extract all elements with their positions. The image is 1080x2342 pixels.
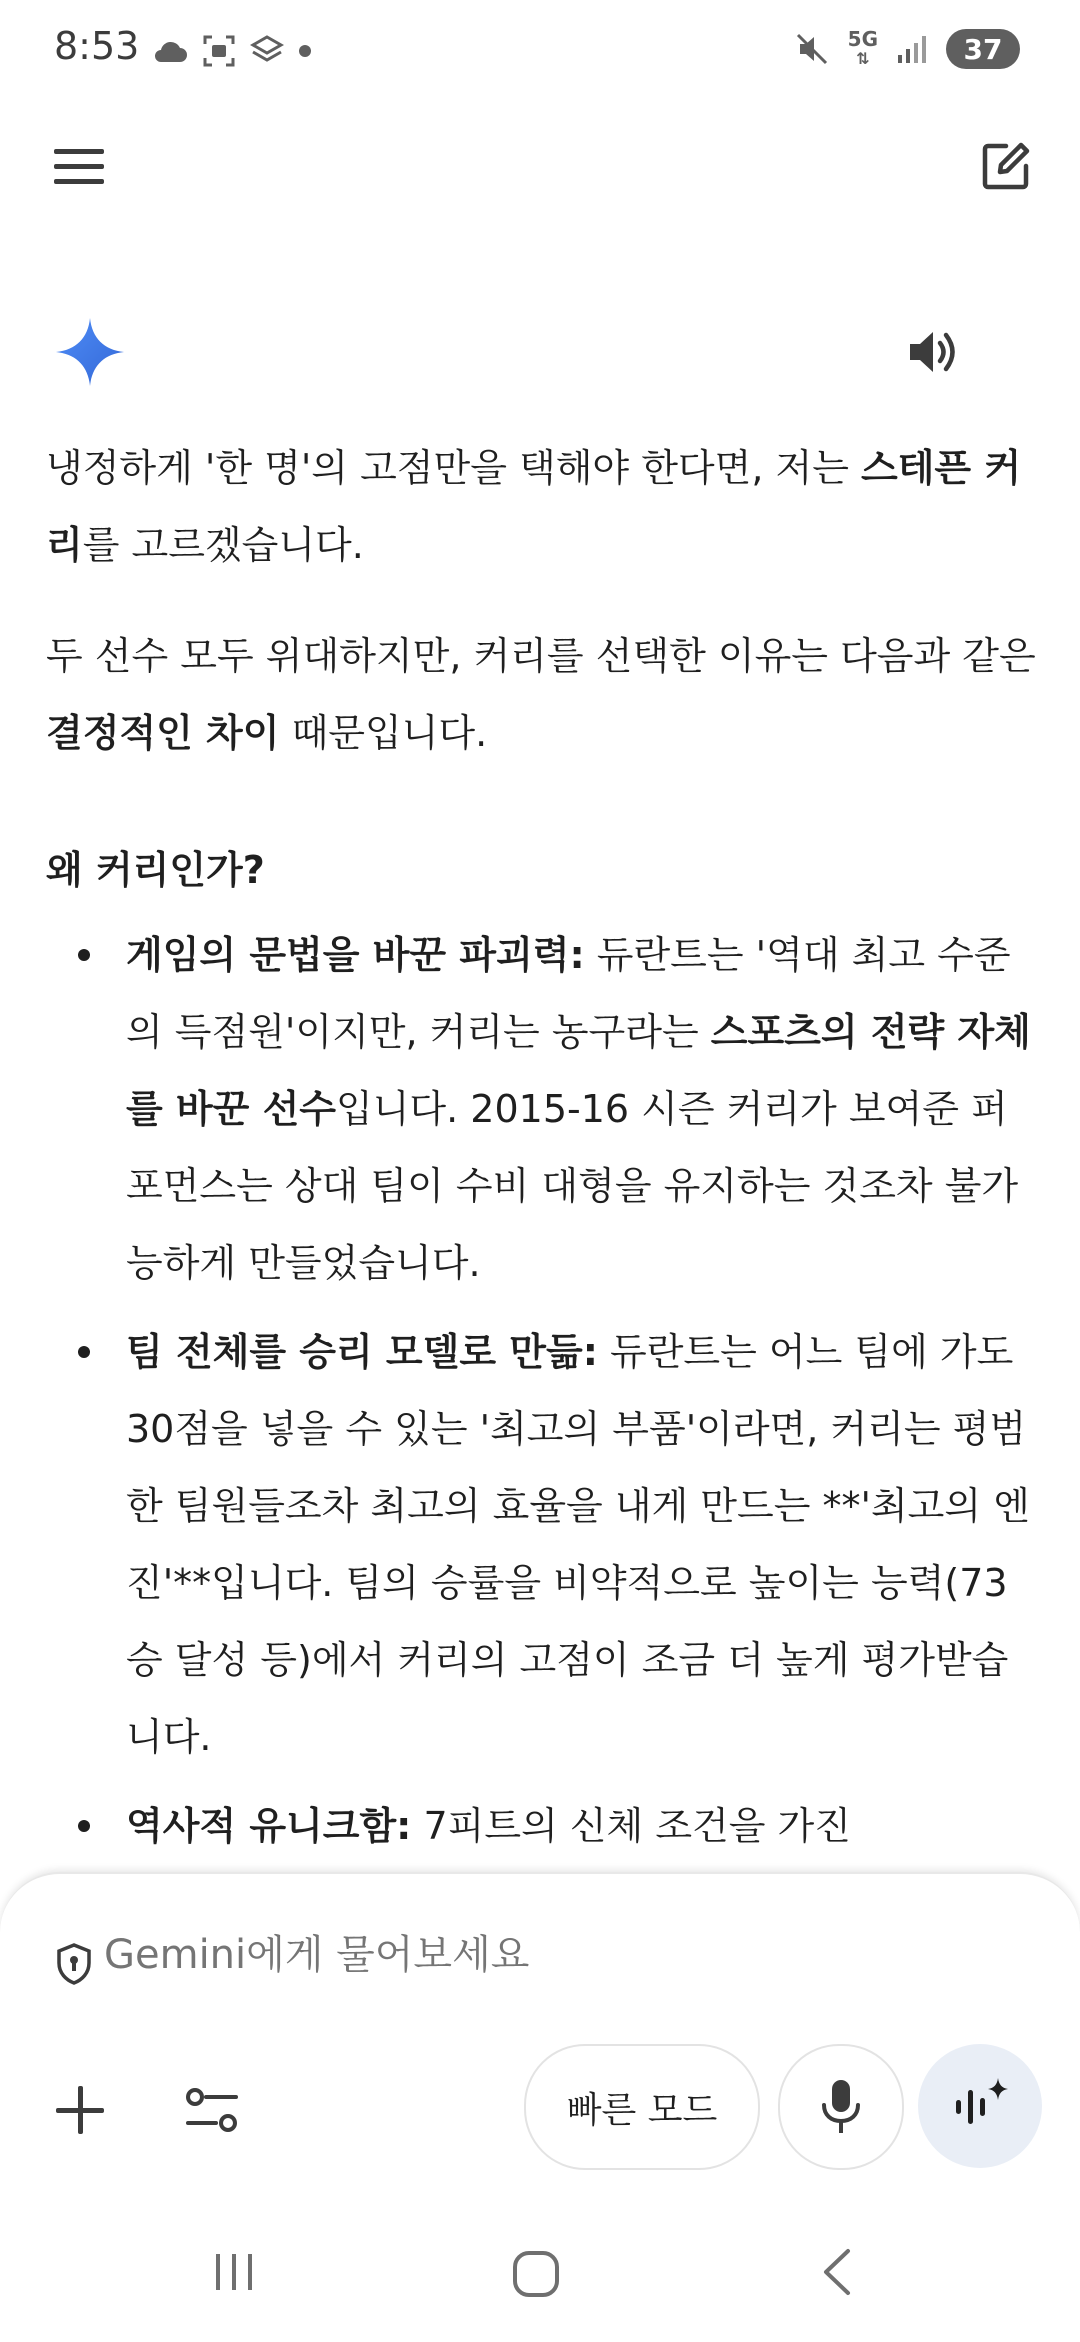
microphone-icon: [819, 2077, 863, 2137]
section-heading: 왜 커리인가?: [46, 848, 265, 892]
hamburger-menu-icon: [52, 147, 106, 187]
status-bar: [0, 0, 1080, 100]
mode-selector-button[interactable]: [524, 2044, 760, 2170]
text-run: 입니다. 2015-16 시즌 커리가 보여준 퍼포먼스는 상대 팀이 수비 대형을 유지하는 것조차 불가능하게 만들었습니다.: [126, 1087, 1019, 1285]
speaker-icon: [906, 328, 962, 376]
bullet-item: [46, 1788, 1036, 1865]
dot-icon: [298, 44, 312, 58]
text-run: 냉정하게 '한 명'의 고점만을 택해야 한다면, 저는: [46, 446, 861, 490]
response-reason: [46, 618, 1036, 772]
bold-text: 게임의 문법을 바꾼 파괴력:: [126, 933, 585, 977]
text-run: 7피트의 신체 조건을 가진: [411, 1804, 851, 1848]
bullet-list: [46, 917, 1036, 1865]
shield-icon: [56, 1942, 92, 1986]
app-notification-icon: [250, 34, 284, 68]
bullet-item: [46, 1314, 1036, 1776]
status-notification-icons: [152, 30, 312, 72]
tune-icon: [184, 2085, 240, 2135]
bold-text: 스포츠의 전략 자체를 바꾼 선수: [126, 1010, 1031, 1131]
status-system-icons: [794, 26, 1020, 72]
menu-button[interactable]: [46, 134, 112, 200]
recent-apps-button[interactable]: [206, 2244, 262, 2300]
bold-text: 스테픈 커리: [46, 446, 1022, 567]
response-intro: [46, 430, 1036, 584]
status-time: 8:53: [54, 24, 140, 68]
plus-icon: [53, 2083, 107, 2137]
recent-apps-icon: [212, 2250, 256, 2294]
screenshot-icon: [202, 34, 236, 68]
home-button[interactable]: [506, 2244, 566, 2304]
read-aloud-button[interactable]: [898, 316, 970, 388]
data-arrows-icon: ⇅: [856, 49, 870, 68]
network-type-icon: [848, 29, 878, 69]
live-mode-button[interactable]: [918, 2044, 1042, 2168]
signal-icon: [896, 33, 928, 65]
tools-button[interactable]: [176, 2074, 248, 2146]
cloud-icon: [152, 38, 188, 64]
response-content: [46, 430, 1036, 1877]
text-run: 두 선수 모두 위대하지만, 커리를 선택한 이유는 다음과 같은: [46, 634, 1036, 678]
text-run: 듀란트는 어느 팀에 가도 30점을 넣을 수 있는 '최고의 부품'이라면, 커리는 평범한 팀원들조차 최고의 효율을 내게 만드는 **'최고의 엔진'**입니다. 팀의 승률을 비약적으로 높이는 능력(73승 달성 등)에서 커리의 고점이 조금 더 높게 평가받습니다.: [126, 1330, 1030, 1759]
back-button[interactable]: [808, 2244, 864, 2300]
battery-indicator: 37: [946, 29, 1020, 69]
bullet-item: [46, 917, 1036, 1302]
new-chat-button[interactable]: [968, 128, 1044, 204]
prompt-input[interactable]: [104, 1932, 904, 1978]
bold-text: 역사적 유니크함:: [126, 1804, 412, 1848]
text-run: 때문입니다.: [279, 711, 488, 755]
bold-text: 팀 전체를 승리 모델로 만듦:: [126, 1330, 598, 1374]
microphone-button[interactable]: [778, 2044, 904, 2170]
system-navigation-bar: [0, 2210, 1080, 2340]
network-type-label: 5G: [847, 27, 878, 51]
text-run: 를 고르겠습니다.: [82, 523, 364, 567]
edit-icon: [980, 140, 1032, 192]
bold-text: 결정적인 차이: [46, 711, 280, 755]
back-chevron-icon: [816, 2247, 856, 2297]
gemini-sparkle-icon: [54, 316, 126, 388]
home-icon: [511, 2249, 561, 2299]
live-waveform-icon: [948, 2074, 1012, 2138]
mode-label: 빠른 모드: [566, 2089, 718, 2131]
mute-icon: [794, 31, 830, 67]
add-attachment-button[interactable]: [44, 2074, 116, 2146]
text-run: 듀란트는 '역대 최고 수준의 득점원'이지만, 커리는 농구라는: [126, 933, 1011, 1054]
